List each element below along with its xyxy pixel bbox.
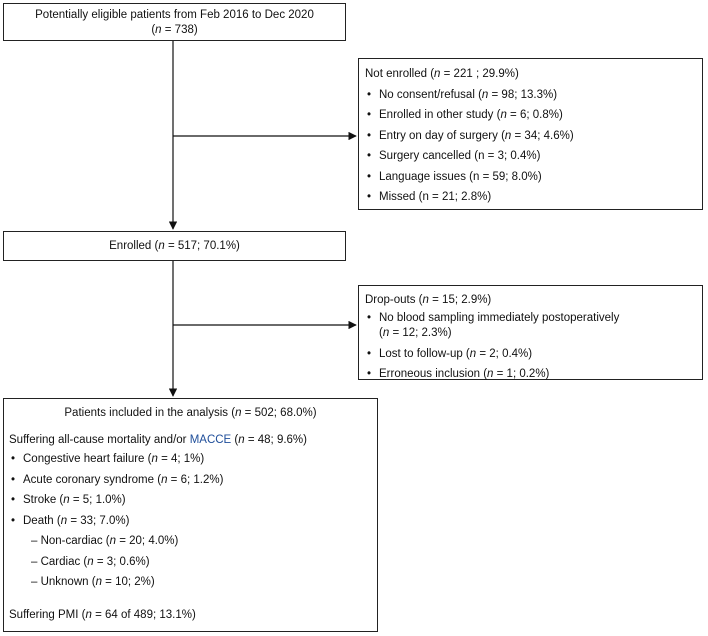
pmi-line: Suffering PMI (n = 64 of 489; 13.1%) [9, 609, 196, 621]
list-item: • Lost to follow-up (n = 2; 0.4%) [365, 347, 702, 362]
list-item: • Entry on day of surgery (n = 34; 4.6%) [365, 129, 702, 144]
list-item: • Stroke (n = 5; 1.0%) [9, 493, 377, 508]
list-item: • Surgery cancelled (n = 3; 0.4%) [365, 149, 702, 164]
eligible-patients-box [3, 3, 346, 41]
list-item: • No blood sampling immediately postoperatively (n = 12; 2.3%) [365, 311, 702, 341]
list-item: • Erroneous inclusion (n = 1; 0.2%) [365, 367, 702, 382]
list-item: • Language issues (n = 59; 8.0%) [365, 170, 702, 185]
analysis-title: Patients included in the analysis (n = 502; 68.0%) [64, 407, 317, 419]
analysis-box [3, 398, 378, 632]
list-item: • Death (n = 33; 7.0%) [9, 514, 377, 529]
list-item: • Congestive heart failure (n = 4; 1%) [9, 452, 377, 467]
list-item: – Non-cardiac (n = 20; 4.0%) [31, 535, 179, 547]
list-item: • Missed (n = 21; 2.8%) [365, 190, 702, 205]
eligible-patients-count: (n = 738) [151, 24, 198, 36]
list-item: – Unknown (n = 10; 2%) [31, 576, 155, 588]
list-item: – Cardiac (n = 3; 0.6%) [31, 555, 150, 568]
not-enrolled-box [358, 58, 703, 210]
list-item: • Acute coronary syndrome (n = 6; 1.2%) [9, 473, 377, 488]
not-enrolled-header: Not enrolled (n = 221 ; 29.9%) [365, 68, 519, 80]
not-enrolled-list [365, 88, 702, 206]
enrolled-box [3, 231, 346, 261]
death-sublist [9, 534, 377, 590]
dropouts-header: Drop-outs (n = 15; 2.9%) [365, 294, 492, 306]
list-item: • No consent/refusal (n = 98; 13.3%) [365, 88, 702, 103]
enrolled-label: Enrolled (n = 517; 70.1%) [109, 240, 240, 252]
dropouts-box [358, 285, 703, 380]
macce-list [9, 452, 377, 529]
list-item: • Enrolled in other study (n = 6; 0.8%) [365, 108, 702, 123]
dropouts-list [365, 311, 702, 382]
eligible-patients-title: Potentially eligible patients from Feb 2016 to Dec 2020 [35, 9, 314, 21]
macce-header: Suffering all-cause mortality and/or MACCE (n = 48; 9.6%) [9, 434, 307, 446]
